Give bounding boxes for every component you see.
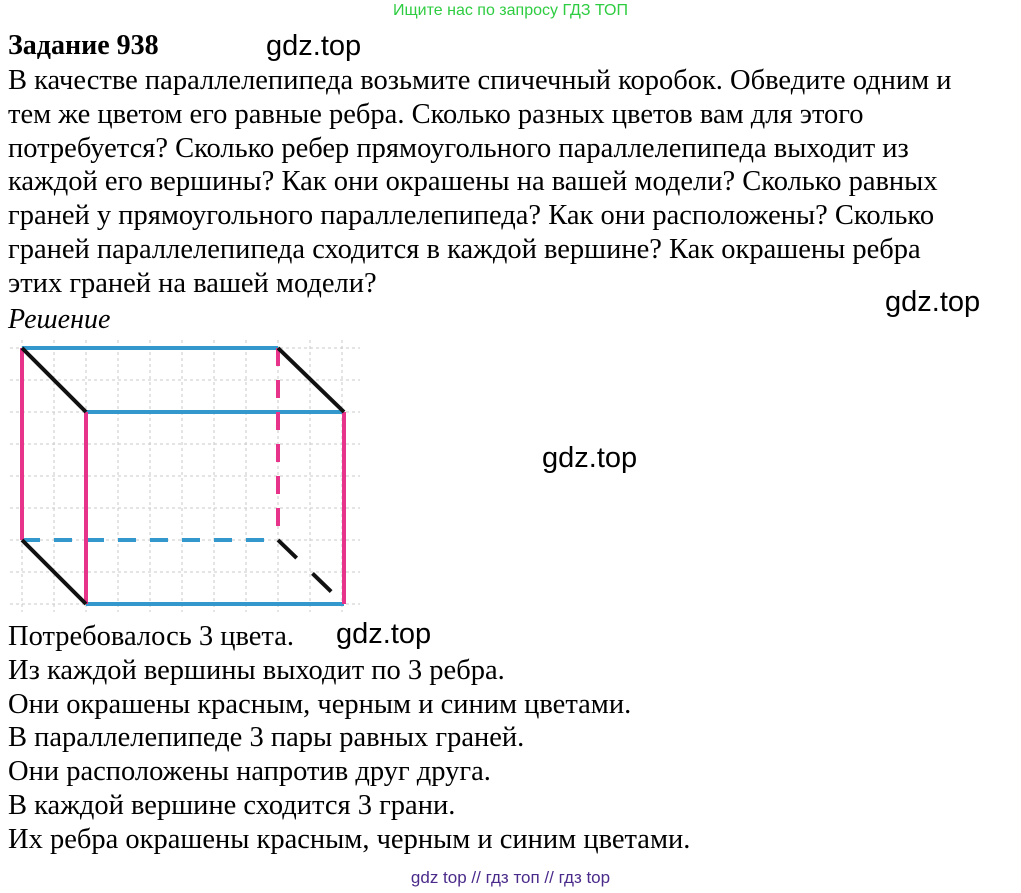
task-line: граней у прямоугольного параллелепипеда? Как они расположены? Сколько (8, 200, 935, 232)
task-text (8, 64, 1013, 301)
watermark: gdz.top (542, 442, 638, 474)
task-line: этих граней на вашей модели? (8, 267, 377, 299)
solution-label: Решение (8, 304, 111, 335)
task-line: каждой его вершины? Как они окрашены на вашей модели? Сколько равных (8, 166, 938, 198)
watermark: gdz.top (885, 286, 981, 318)
footer-links[interactable]: gdz top // гдз топ // гдз top (410, 868, 611, 887)
answer-line: В параллелепипеде 3 пары равных граней. (8, 722, 525, 754)
task-title: Задание 938 (8, 30, 159, 61)
parallelepiped-figure (10, 340, 370, 612)
task-line: тем же цветом его равные ребра. Сколько разных цветов вам для этого (8, 98, 864, 130)
answer-line: Потребовалось 3 цвета. (8, 621, 294, 652)
answer-text (8, 620, 690, 857)
answer-line: Они окрашены красным, черным и синим цветами. (8, 688, 632, 720)
answer-line: Их ребра окрашены красным, черным и синим цветами. (8, 823, 691, 855)
search-banner[interactable]: Ищите нас по запросу ГДЗ ТОП (393, 2, 628, 19)
task-line: граней параллелепипеда сходится в каждой вершине? Как окрашены ребра (8, 233, 921, 265)
answer-line: В каждой вершине сходится 3 грани. (8, 789, 456, 821)
watermark: gdz.top (336, 618, 432, 650)
task-line: потребуется? Сколько ребер прямоугольного параллелепипеда выходит из (8, 132, 909, 164)
answer-line: Они расположены напротив друг друга. (8, 756, 491, 788)
task-line: В качестве параллелепипеда возьмите спичечный коробок. Обведите одним и (8, 65, 952, 96)
answer-line: Из каждой вершины выходит по 3 ребра. (8, 654, 505, 686)
grid (10, 340, 360, 612)
watermark: gdz.top (266, 30, 362, 62)
